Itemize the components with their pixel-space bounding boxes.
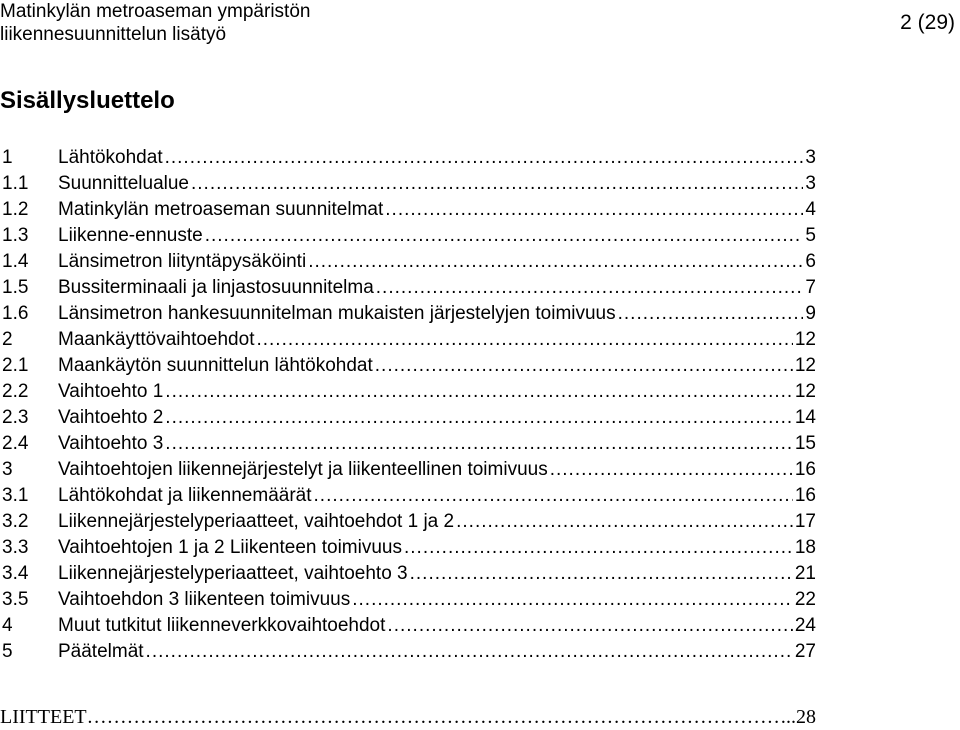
toc-entry-page: 5 <box>805 225 816 246</box>
toc-entry-leader <box>550 457 793 483</box>
toc-entry[interactable] <box>0 301 816 327</box>
toc-entry[interactable] <box>0 561 816 587</box>
header-title-line-2: liikennesuunnittelun lisätyö <box>0 24 227 45</box>
toc-entry[interactable] <box>0 275 816 301</box>
toc-entry-title: Liikennejärjestelyperiaatteet, vaihtoehto 3 <box>58 563 408 584</box>
toc-entry-page: 24 <box>794 615 816 636</box>
toc-entry-page: 17 <box>794 511 816 532</box>
toc-entry-title: Vaihtoehdon 3 liikenteen toimivuus <box>58 589 351 610</box>
toc-entry-page: 12 <box>794 381 816 402</box>
toc-entry-title: Bussiterminaali ja linjastosuunnitelma <box>58 277 374 298</box>
toc-appendix-page: ..28 <box>786 706 816 728</box>
toc-entry-number: 1 <box>2 147 13 168</box>
toc-entry-number: 5 <box>2 641 13 662</box>
toc-entry-title: Päätelmät <box>58 641 144 662</box>
toc-entry-title: Vaihtoehtojen liikennejärjestelyt ja liikenteellinen toimivuus <box>58 459 548 480</box>
toc-entry-number: 3.5 <box>2 589 29 610</box>
page-indicator: 2 (29) <box>900 11 955 34</box>
toc-entry-title: Matinkylän metroaseman suunnitelmat <box>58 199 384 220</box>
toc-entry-leader <box>256 327 792 353</box>
toc-entry[interactable] <box>0 327 816 353</box>
toc-entry-number: 1.4 <box>2 251 29 272</box>
toc-entry[interactable] <box>0 639 816 665</box>
toc-entry-page: 7 <box>805 277 816 298</box>
toc-entry-page: 16 <box>794 485 816 506</box>
toc-entry[interactable] <box>0 197 816 223</box>
toc-entry-page: 4 <box>805 199 816 220</box>
toc-entry-leader <box>618 301 804 327</box>
toc-entry-number: 1.3 <box>2 225 29 246</box>
toc-entry-leader <box>404 535 793 561</box>
toc-entry-page: 21 <box>794 563 816 584</box>
toc-entry-page: 14 <box>794 407 816 428</box>
toc-entry[interactable] <box>0 379 816 405</box>
toc-entry-leader <box>410 561 793 587</box>
toc-entry-number: 3.2 <box>2 511 29 532</box>
toc-appendix-entry[interactable] <box>0 704 816 730</box>
toc-entry-page: 16 <box>794 459 816 480</box>
toc-entry[interactable] <box>0 353 816 379</box>
toc-entry-leader <box>352 587 793 613</box>
toc-appendix-leader <box>87 704 786 730</box>
toc-entry-number: 3.1 <box>2 485 29 506</box>
toc-entry-number: 2.3 <box>2 407 29 428</box>
toc-entry[interactable] <box>0 431 816 457</box>
toc-entry-page: 12 <box>794 355 816 376</box>
toc-entry-leader <box>385 197 803 223</box>
toc-entry-title: Suunnittelualue <box>58 173 189 194</box>
toc-entry-title: Liikenne-ennuste <box>58 225 203 246</box>
toc-entry-title: Maankäyttövaihtoehdot <box>58 329 255 350</box>
toc-entry[interactable] <box>0 171 816 197</box>
toc-entry-leader <box>456 509 793 535</box>
toc-entry-page: 3 <box>805 147 816 168</box>
toc-entry[interactable] <box>0 249 816 275</box>
toc-entry-title: Vaihtoehto 2 <box>58 407 164 428</box>
toc-entry-title: Maankäytön suunnittelun lähtökohdat <box>58 355 373 376</box>
toc-entry-leader <box>165 379 793 405</box>
toc-entry-page: 22 <box>794 589 816 610</box>
toc-entry-number: 1.5 <box>2 277 29 298</box>
toc-entry-leader <box>191 171 803 197</box>
toc-entry[interactable] <box>0 223 816 249</box>
toc-entry[interactable] <box>0 457 816 483</box>
toc-entry-number: 4 <box>2 615 13 636</box>
toc-entry-page: 27 <box>794 641 816 662</box>
toc-entry-title: Länsimetron liityntäpysäköinti <box>58 251 307 272</box>
toc-entry-number: 3 <box>2 459 13 480</box>
toc-entry-title: Liikennejärjestelyperiaatteet, vaihtoehdot 1 ja 2 <box>58 511 455 532</box>
toc-entry-number: 1.1 <box>2 173 29 194</box>
toc-entry[interactable] <box>0 483 816 509</box>
toc-entry-title: Lähtökohdat <box>58 147 163 168</box>
toc-entry-leader <box>308 249 803 275</box>
toc-entry-page: 18 <box>794 537 816 558</box>
toc-entry-title: Vaihtoehto 1 <box>58 381 164 402</box>
toc-entry-title: Lähtökohdat ja liikennemäärät <box>58 485 312 506</box>
toc-entry-title: Vaihtoehtojen 1 ja 2 Liikenteen toimivuus <box>58 537 402 558</box>
toc-entry-leader <box>205 223 804 249</box>
toc-entry-page: 15 <box>794 433 816 454</box>
header-title-line-1: Matinkylän metroaseman ympäristön <box>0 1 311 22</box>
toc-entry-number: 2.2 <box>2 381 29 402</box>
toc-appendix-title: LIITTEET <box>0 706 87 728</box>
toc-entry-leader <box>314 483 793 509</box>
toc-heading: Sisällysluettelo <box>0 87 175 114</box>
toc-list <box>0 145 816 665</box>
toc-entry-title: Länsimetron hankesuunnitelman mukaisten järjestelyjen toimivuus <box>58 303 616 324</box>
toc-entry[interactable] <box>0 145 816 171</box>
toc-entry-page: 6 <box>805 251 816 272</box>
toc-entry[interactable] <box>0 587 816 613</box>
toc-entry-leader <box>165 431 793 457</box>
toc-entry-page: 12 <box>794 329 816 350</box>
toc-entry-leader <box>165 405 793 431</box>
toc-entry[interactable] <box>0 613 816 639</box>
toc-entry-leader <box>375 353 793 379</box>
toc-entry-number: 3.3 <box>2 537 29 558</box>
toc-entry-leader <box>165 145 804 171</box>
toc-entry-page: 9 <box>805 303 816 324</box>
toc-entry[interactable] <box>0 535 816 561</box>
toc-entry-leader <box>387 613 792 639</box>
toc-entry-title: Muut tutkitut liikenneverkkovaihtoehdot <box>58 615 386 636</box>
toc-entry-number: 1.2 <box>2 199 29 220</box>
toc-entry-number: 2 <box>2 329 13 350</box>
toc-entry[interactable] <box>0 509 816 535</box>
toc-entry-number: 2.4 <box>2 433 29 454</box>
toc-entry-number: 1.6 <box>2 303 29 324</box>
toc-entry[interactable] <box>0 405 816 431</box>
document-header-title <box>0 0 310 46</box>
toc-entry-title: Vaihtoehto 3 <box>58 433 164 454</box>
toc-entry-leader <box>146 639 793 665</box>
toc-entry-leader <box>376 275 804 301</box>
toc-entry-number: 3.4 <box>2 563 29 584</box>
toc-entry-number: 2.1 <box>2 355 29 376</box>
toc-entry-page: 3 <box>805 173 816 194</box>
